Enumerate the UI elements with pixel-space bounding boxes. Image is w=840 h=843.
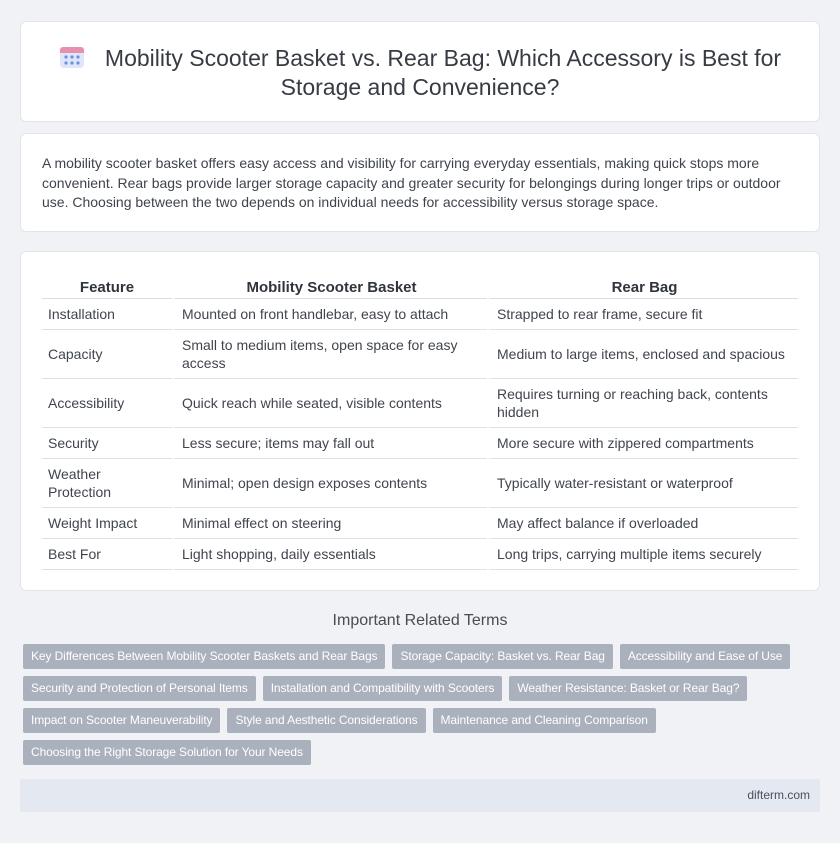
page-title-text: Mobility Scooter Basket vs. Rear Bag: Which Accessory is Best for Storage and Convenience? [104,45,782,100]
row-rear-bag: Long trips, carrying multiple items securely [487,539,798,570]
intro-paragraph: A mobility scooter basket offers easy access and visibility for carrying everyday essentials, making quick stops more convenient. Rear bags provide larger storage capacity and greater security for belongings during longer trips or outdoor use. Choosing between the two depends on individual needs for accessibility versus storage space. [42,155,781,210]
tag-link[interactable]: Style and Aesthetic Considerations [227,708,425,733]
row-rear-bag: Typically water-resistant or waterproof [487,459,798,508]
row-feature: Installation [42,299,172,330]
table-row [42,379,798,428]
table-row [42,459,798,508]
intro-card [20,133,820,232]
tag-link[interactable]: Maintenance and Cleaning Comparison [433,708,656,733]
table-row [42,508,798,539]
footer [20,779,820,812]
row-basket: Minimal; open design exposes contents [172,459,487,508]
tag-link[interactable]: Accessibility and Ease of Use [620,644,791,669]
table-row [42,539,798,570]
row-rear-bag: Medium to large items, enclosed and spacious [487,330,798,379]
row-basket: Quick reach while seated, visible contents [172,379,487,428]
header-rear-bag: Rear Bag [487,277,798,299]
table-row [42,330,798,379]
title-card [20,21,820,122]
header-basket: Mobility Scooter Basket [172,277,487,299]
header-feature: Feature [42,277,172,299]
row-feature: Weight Impact [42,508,172,539]
footer-site-link[interactable]: difterm.com [747,788,810,802]
tag-link[interactable]: Key Differences Between Mobility Scooter Baskets and Rear Bags [23,644,385,669]
row-feature: Weather Protection [42,459,172,508]
row-basket: Less secure; items may fall out [172,428,487,459]
row-rear-bag: Strapped to rear frame, secure fit [487,299,798,330]
row-feature: Best For [42,539,172,570]
calendar-icon [59,45,85,69]
table-header-row [42,277,798,299]
row-feature: Capacity [42,330,172,379]
row-feature: Security [42,428,172,459]
comparison-table [42,277,798,570]
row-rear-bag: More secure with zippered compartments [487,428,798,459]
related-tags [23,644,823,772]
row-basket: Mounted on front handlebar, easy to attach [172,299,487,330]
table-row [42,299,798,330]
row-feature: Accessibility [42,379,172,428]
tag-link[interactable]: Storage Capacity: Basket vs. Rear Bag [392,644,612,669]
row-basket: Small to medium items, open space for easy access [172,330,487,379]
row-rear-bag: Requires turning or reaching back, contents hidden [487,379,798,428]
tag-link[interactable]: Security and Protection of Personal Items [23,676,256,701]
row-basket: Light shopping, daily essentials [172,539,487,570]
related-terms-title: Important Related Terms [332,612,508,629]
tag-link[interactable]: Installation and Compatibility with Scooters [263,676,503,701]
row-basket: Minimal effect on steering [172,508,487,539]
tag-link[interactable]: Impact on Scooter Maneuverability [23,708,220,733]
page-title [21,44,819,102]
row-rear-bag: May affect balance if overloaded [487,508,798,539]
table-row [42,428,798,459]
tag-link[interactable]: Weather Resistance: Basket or Rear Bag? [509,676,747,701]
comparison-card [20,251,820,591]
tag-link[interactable]: Choosing the Right Storage Solution for Your Needs [23,740,311,765]
